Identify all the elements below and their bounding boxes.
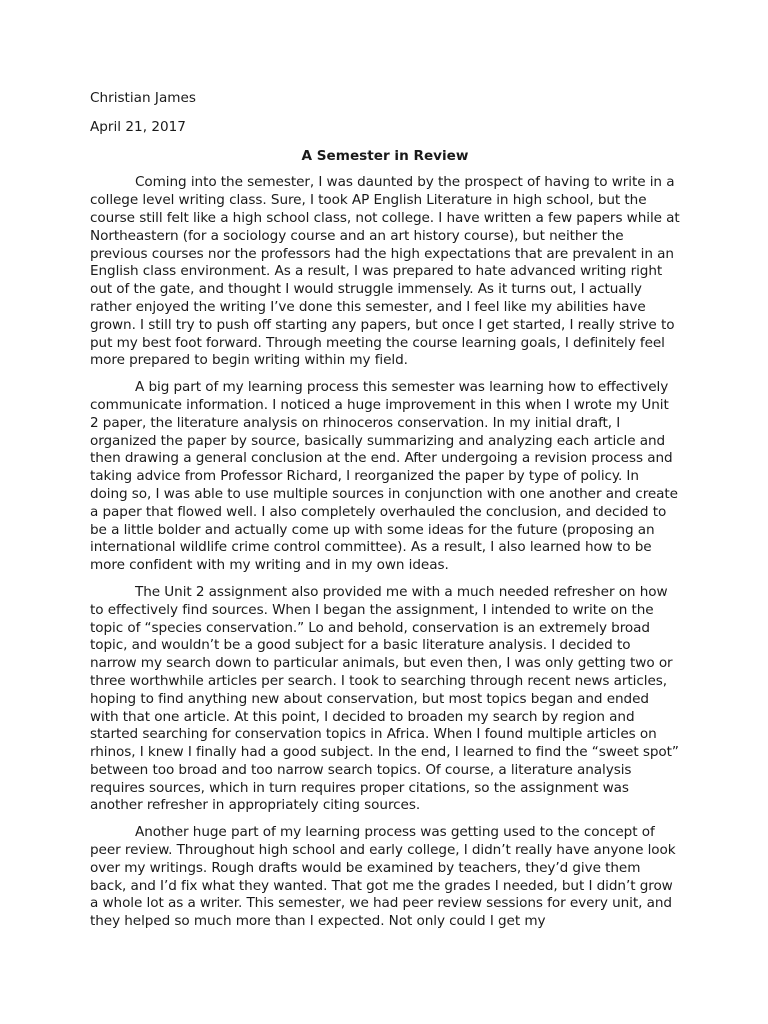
body-paragraph-2: A big part of my learning process this semester was learning how to effectively communicate information. I noticed a huge improvement in this when I wrote my Unit 2 paper, the literature analysis on rhinoceros conservation. In my initial draft, I organized the paper by source, basically summarizing and analyzing each article and then drawing a general conclusion at the end. After undergoing a revision process and taking advice from Professor Richard, I reorganized the paper by type of policy. In doing so, I was able to use multiple sources in conjunction with one another and create a paper that flowed well. I also completely overhauled the conclusion, and decided to be a little bolder and actually come up with some ideas for the future (proposing an international wildlife crime control committee). As a result, I also learned how to be more confident with my writing and in my own ideas. xyxy=(90,379,678,574)
body-paragraph-1: Coming into the semester, I was daunted by the prospect of having to write in a college level writing class. Sure, I took AP English Literature in high school, but the course still felt like a high school class, not college. I have written a few papers while at Northeastern (for a sociology course and an art history course), but neither the previous courses nor the professors had the high expectations that are prevalent in an English class environment. As a result, I was prepared to hate advanced writing right out of the gate, and thought I would struggle immensely. As it turns out, I actually rather enjoyed the writing I’ve done this semester, and I feel like my abilities have grown. I still try to push off starting any papers, but once I get started, I really strive to put my best foot forward. Through meeting the course learning goals, I definitely feel more prepared to begin writing within my field. xyxy=(90,174,680,369)
author-name: Christian James xyxy=(90,90,196,106)
document-title: A Semester in Review xyxy=(301,147,469,164)
document-date: April 21, 2017 xyxy=(90,118,186,135)
body-paragraph-4: Another huge part of my learning process was getting used to the concept of peer review. Throughout high school and early college, I didn’t really have anyone look over my writings. Rough drafts would be examined by teachers, they’d give them back, and I’d fix what they wanted. That got me the grades I needed, but I didn’t grow a whole lot as a writer. This semester, we had peer review sessions for every unit, and they helped so much more than I expected. Not only could I get my xyxy=(90,824,676,930)
body-paragraph-3: The Unit 2 assignment also provided me with a much needed refresher on how to effectively find sources. When I began the assignment, I intended to write on the topic of “species conservation.” Lo and behold, conservation is an extremely broad topic, and wouldn’t be a good subject for a basic literature analysis. I decided to narrow my search down to particular animals, but even then, I was only getting two or three worthwhile articles per search. I took to searching through recent news articles, hoping to find anything new about conservation, but most topics began and ended with that one article. At this point, I decided to broaden my search by region and started searching for conservation topics in Africa. When I found multiple articles on rhinos, I knew I finally had a good subject. In the end, I learned to find the “sweet spot” between too broad and too narrow search topics. Of course, a literature analysis requires sources, which in turn requires proper citations, so the assignment was another refresher in appropriately citing sources. xyxy=(90,583,679,814)
